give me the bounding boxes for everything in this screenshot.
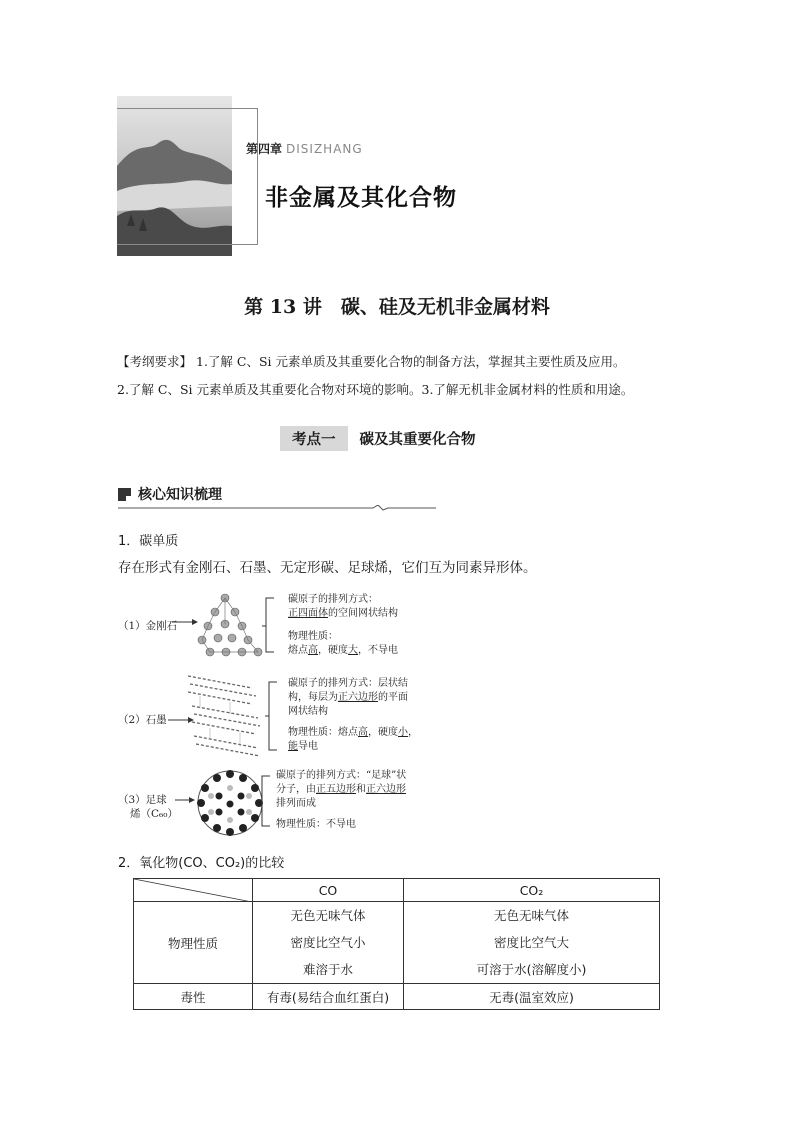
diamond-prop-d: 大	[348, 645, 358, 656]
diamond-arr-underline: 正四面体	[288, 608, 328, 619]
fullerene-arrangement	[276, 769, 436, 811]
table-header-co2: CO₂	[404, 879, 660, 902]
table-corner-cell	[134, 879, 253, 902]
diamond-prop-a: 熔点	[288, 645, 308, 656]
fullerene-structure-diagram	[175, 768, 265, 840]
requirements	[117, 348, 687, 404]
requirements-text-1: 1.了解 C、Si 元素单质及其重要化合物的制备方法，掌握其主要性质及应用。	[196, 354, 626, 369]
graphite-label: （2）石墨	[118, 714, 167, 726]
keypoint-title: 碳及其重要化合物	[359, 431, 476, 448]
requirements-text-2: 2.了解 C、Si 元素单质及其重要化合物对环境的影响。3.了解无机非金属材料的性质和用途。	[117, 382, 634, 397]
chapter-title: 非金属及其化合物	[265, 185, 457, 211]
diamond-structure-diagram	[170, 590, 270, 660]
graphite-arr-line3: 网状结构	[288, 706, 328, 717]
cell-co2-physical-1: 无色无味气体	[493, 908, 569, 923]
graphite-prop-c: ，硬度	[368, 727, 398, 738]
requirements-tag: 【考纲要求】	[117, 354, 193, 369]
fullerene-arr-line3: 排列而成	[276, 798, 316, 809]
table-header-row	[134, 879, 660, 902]
graphite-arr-line1: 碳原子的排列方式：层状结	[288, 678, 408, 689]
graphite-prop-d: 小	[398, 727, 408, 738]
fullerene-prop: 物理性质：不导电	[276, 819, 356, 830]
fullerene-label-2: 烯（C₆₀）	[130, 808, 178, 820]
table-header-co: CO	[253, 879, 404, 902]
cell-co2-physical-2: 密度比空气大	[493, 935, 569, 950]
fullerene-bracket	[258, 774, 272, 830]
graphite-prop-f: 能	[288, 741, 298, 752]
cell-co-physical-1: 无色无味气体	[290, 908, 366, 923]
section-heading	[118, 484, 222, 504]
section-heading-text: 核心知识梳理	[138, 487, 222, 503]
section-square-icon	[118, 488, 131, 501]
oxide-comparison-table	[133, 878, 660, 1010]
row-label-physical: 物理性质	[134, 902, 253, 984]
graphite-prop-g: 导电	[298, 741, 318, 752]
table-row	[134, 984, 660, 1010]
graphite-bracket	[265, 680, 279, 754]
diamond-arr-rest: 的空间网状结构	[328, 608, 398, 619]
fullerene-arr-line2u1: 正五边形	[316, 784, 356, 795]
keypoint-heading	[280, 426, 476, 450]
table-row	[134, 902, 660, 984]
section-underline	[118, 505, 436, 511]
graphite-arrangement	[288, 677, 438, 719]
item1-text: 存在形式有金刚石、石墨、无定形碳、足球烯，它们互为同素异形体。	[118, 560, 537, 576]
diamond-prop-c: ，硬度	[318, 645, 348, 656]
item1-heading: 1．碳单质	[118, 534, 179, 549]
chapter-label-en: DISIZHANG	[286, 142, 363, 156]
graphite-prop-b: 高	[358, 727, 368, 738]
chapter-label	[246, 140, 363, 157]
diamond-bracket	[262, 596, 276, 656]
chapter-frame	[117, 108, 258, 245]
graphite-structure-diagram	[160, 668, 275, 760]
diamond-arrangement	[288, 593, 428, 621]
diamond-prop-b: 高	[308, 645, 318, 656]
diamond-label: （1）金刚石	[118, 620, 178, 632]
fullerene-arr-line2b: 和	[356, 784, 366, 795]
cell-co-toxicity: 有毒(易结合血红蛋白)	[253, 984, 404, 1010]
item2-heading: 2．氧化物(CO、CO₂)的比较	[118, 856, 285, 871]
graphite-arr-line2u: 正六边形	[338, 692, 378, 703]
diamond-prop-e: ，不导电	[358, 645, 398, 656]
graphite-prop-e: ，	[408, 727, 418, 738]
graphite-prop-a: 物理性质：熔点	[288, 727, 358, 738]
cell-co2-toxicity: 无毒(温室效应)	[404, 984, 660, 1010]
cell-co2-physical	[404, 902, 660, 984]
cell-co-physical-2: 密度比空气小	[290, 935, 366, 950]
cell-co-physical-3: 难溶于水	[302, 962, 353, 977]
graphite-properties	[288, 726, 438, 754]
fullerene-arr-line2a: 分子，由	[276, 784, 316, 795]
diamond-arr-title: 碳原子的排列方式：	[288, 594, 378, 605]
diamond-prop-title: 物理性质：	[288, 631, 338, 642]
fullerene-arr-line1: 碳原子的排列方式：“足球”状	[276, 770, 407, 781]
cell-co-physical	[253, 902, 404, 984]
row-label-toxicity: 毒性	[134, 984, 253, 1010]
diamond-properties	[288, 630, 428, 658]
cell-co2-physical-3: 可溶于水(溶解度小)	[476, 962, 587, 977]
graphite-arr-line2a: 构，每层为	[288, 692, 338, 703]
chapter-label-cn: 第四章	[246, 142, 283, 156]
graphite-arr-line2b: 的平面	[378, 692, 408, 703]
keypoint-tag: 考点一	[280, 426, 348, 451]
fullerene-arr-line2u2: 正六边形	[366, 784, 406, 795]
fullerene-label-1: （3）足球	[118, 794, 167, 806]
lecture-title: 第 13 讲 碳、硅及无机非金属材料	[244, 296, 550, 318]
